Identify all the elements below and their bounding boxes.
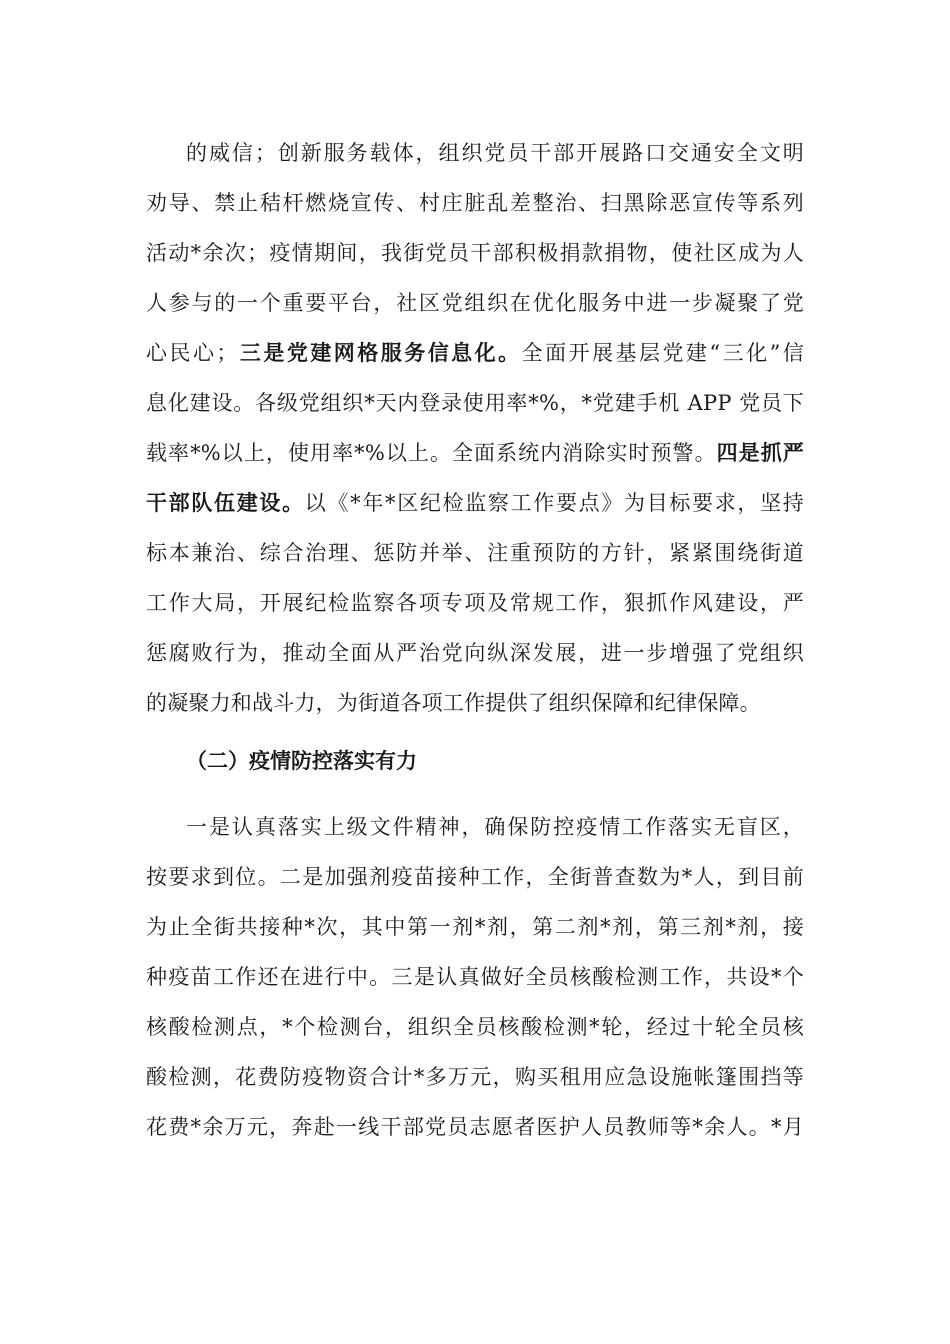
text-line bbox=[146, 435, 804, 471]
text-line: 标本兼治、综合治理、惩防并举、注重预防的方针，紧紧围绕街道 bbox=[146, 541, 804, 565]
text-run: 载率*%以上，使用率*%以上。全面系统内消除实时预警。 bbox=[146, 441, 717, 465]
text-line: 种疫苗工作还在进行中。三是认真做好全员核酸检测工作，共设*个 bbox=[146, 965, 804, 989]
text-line: 按要求到位。二是加强剂疫苗接种工作，全街普查数为*人，到目前 bbox=[146, 865, 804, 889]
text-line: 劝导、禁止秸杆燃烧宣传、村庄脏乱差整治、扫黑除恶宣传等系列 bbox=[146, 191, 804, 215]
text-line: 一是认真落实上级文件精神，确保防控疫情工作落实无盲区， bbox=[186, 815, 804, 839]
text-line: 工作大局，开展纪检监察各项专项及常规工作，狠抓作风建设，严 bbox=[146, 591, 804, 615]
text-line: 人参与的一个重要平台，社区党组织在优化服务中进一步凝聚了党 bbox=[146, 291, 804, 315]
text-line: 花费*余万元，奔赴一线干部党员志愿者医护人员教师等*余人。*月 bbox=[146, 1115, 804, 1139]
text-line: 息化建设。各级党组织*天内登录使用率*%，*党建手机 APP 党员下 bbox=[146, 391, 804, 415]
bold-point-four-cont: 干部队伍建设。 bbox=[146, 491, 305, 515]
text-line: 的凝聚力和战斗力，为街道各项工作提供了组织保障和纪律保障。 bbox=[146, 691, 761, 715]
text-line: 活动*余次；疫情期间，我街党员干部积极捐款捐物，使社区成为人 bbox=[146, 241, 804, 265]
bold-point-three: 三是党建网格服务信息化。 bbox=[237, 341, 522, 365]
text-run: 全面开展基层党建“三化”信 bbox=[521, 341, 804, 365]
text-run: 心民心； bbox=[146, 341, 238, 365]
text-line: 的威信；创新服务载体，组织党员干部开展路口交通安全文明 bbox=[186, 141, 804, 165]
text-line: 核酸检测点，*个检测台，组织全员核酸检测*轮，经过十轮全员核 bbox=[146, 1015, 804, 1039]
bold-point-four: 四是抓严 bbox=[716, 441, 804, 465]
text-line bbox=[146, 335, 804, 371]
text-run: 以《*年*区纪检监察工作要点》为目标要求，坚持 bbox=[304, 491, 804, 515]
text-line bbox=[146, 485, 804, 521]
section-heading: （二）疫情防控落实有力 bbox=[186, 749, 417, 773]
text-line: 惩腐败行为，推动全面从严治党向纵深发展，进一步增强了党组织 bbox=[146, 641, 804, 665]
text-line: 为止全街共接种*次，其中第一剂*剂，第二剂*剂，第三剂*剂，接 bbox=[146, 915, 804, 939]
text-line: 酸检测，花费防疫物资合计*多万元，购买租用应急设施帐篷围挡等 bbox=[146, 1065, 804, 1089]
